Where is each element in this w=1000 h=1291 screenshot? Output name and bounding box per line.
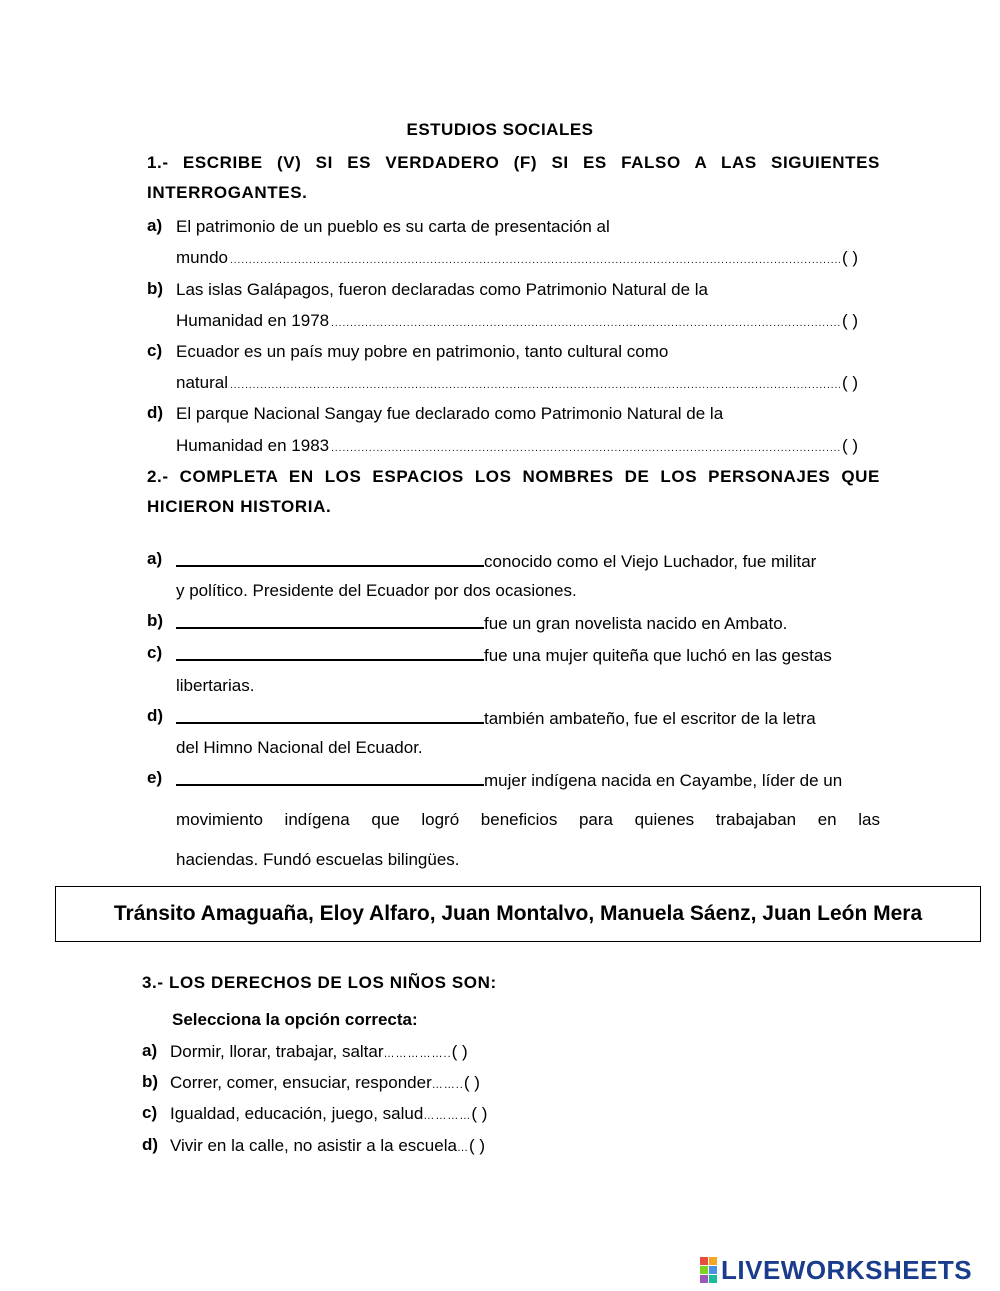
answer-box-3c[interactable]: ( )	[471, 1104, 488, 1123]
option-text: Correr, comer, ensuciar, responder	[170, 1073, 432, 1092]
dot-leader	[331, 435, 840, 460]
dot-leader	[331, 310, 840, 335]
item-text: Las islas Galápagos, fueron declaradas como Patrimonio Natural de la	[176, 280, 709, 299]
item-text-cont: mundo	[176, 248, 228, 267]
name-blank-e[interactable]	[176, 768, 484, 786]
item-text-cont: Humanidad en 1983	[176, 436, 330, 455]
page-title: ESTUDIOS SOCIALES	[406, 120, 594, 139]
option-text: Dormir, llorar, trabajar, saltar	[170, 1042, 384, 1061]
names-word-bank: Tránsito Amaguaña, Eloy Alfaro, Juan Montalvo, Manuela Sáenz, Juan León Mera	[55, 886, 981, 942]
option-text: Igualdad, educación, juego, salud	[170, 1104, 424, 1123]
item-text-cont: y político. Presidente del Ecuador por dos ocasiones.	[176, 581, 577, 600]
item-text: El parque Nacional Sangay fue declarado como Patrimonio Natural de la	[176, 404, 724, 423]
dot-leader: ……..	[431, 1079, 464, 1091]
item-text: conocido como el Viejo Luchador, fue militar	[484, 552, 817, 571]
logo-mark-icon	[700, 1257, 717, 1283]
item-label: c)	[147, 341, 163, 360]
item-text: El patrimonio de un pueblo es su carta de presentación al	[176, 217, 610, 236]
item-label: d)	[147, 403, 164, 422]
item-text: también ambateño, fue el escritor de la letra	[484, 709, 816, 728]
item-label: d)	[147, 706, 164, 725]
answer-box-c[interactable]: ( )	[842, 373, 859, 392]
item-label: c)	[147, 643, 163, 662]
option-text: Vivir en la calle, no asistir a la escuela	[170, 1136, 457, 1155]
dot-leader: …	[456, 1142, 469, 1154]
answer-box-d[interactable]: ( )	[842, 436, 859, 455]
name-blank-c[interactable]	[176, 643, 484, 661]
item-text-cont: del Himno Nacional del Ecuador.	[176, 738, 423, 757]
item-text: mujer indígena nacida en Cayambe, líder de un	[484, 771, 843, 790]
name-blank-a[interactable]	[176, 549, 484, 567]
item-text-cont: Humanidad en 1978	[176, 311, 330, 330]
item-label: b)	[147, 611, 164, 630]
option-label: a)	[142, 1041, 158, 1060]
item-label: b)	[147, 279, 164, 298]
name-blank-b[interactable]	[176, 611, 484, 629]
section2-heading: 2.- COMPLETA EN LOS ESPACIOS LOS NOMBRES DE LOS PERSONAJES QUE HICIERON HISTORIA.	[147, 467, 880, 516]
item-text-cont: natural	[176, 373, 228, 392]
item-text-cont: movimiento indígena que logró beneficios para quienes trabajaban en las	[176, 810, 880, 829]
item-label: e)	[147, 768, 163, 787]
option-label: c)	[142, 1103, 158, 1122]
dot-leader: ……………..	[383, 1048, 452, 1060]
answer-box-a[interactable]: ( )	[842, 248, 859, 267]
section3-heading: 3.- LOS DERECHOS DE LOS NIÑOS SON:	[142, 973, 497, 992]
dot-leader: …………	[423, 1110, 472, 1122]
dot-leader	[230, 372, 840, 397]
answer-box-b[interactable]: ( )	[842, 311, 859, 330]
item-label: a)	[147, 549, 163, 568]
name-blank-d[interactable]	[176, 706, 484, 724]
logo-text: LIVEWORKSHEETS	[721, 1254, 973, 1285]
item-label: a)	[147, 216, 163, 235]
section3-subheading: Selecciona la opción correcta:	[172, 1010, 418, 1029]
item-text-cont2: haciendas. Fundó escuelas bilingües.	[176, 850, 460, 869]
option-label: d)	[142, 1135, 159, 1154]
dot-leader	[230, 247, 840, 272]
answer-box-3b[interactable]: ( )	[463, 1073, 480, 1092]
item-text: Ecuador es un país muy pobre en patrimonio, tanto cultural como	[176, 342, 669, 361]
item-text-cont: libertarias.	[176, 676, 255, 695]
section1-heading: 1.- ESCRIBE (V) SI ES VERDADERO (F) SI ES FALSO A LAS SIGUIENTES INTERROGANTES.	[147, 153, 880, 202]
item-text: fue un gran novelista nacido en Ambato.	[484, 614, 788, 633]
option-label: b)	[142, 1072, 159, 1091]
answer-box-3d[interactable]: ( )	[468, 1136, 485, 1155]
liveworksheets-logo	[700, 1256, 972, 1284]
answer-box-3a[interactable]: ( )	[451, 1042, 468, 1061]
item-text: fue una mujer quiteña que luchó en las gestas	[484, 646, 832, 665]
